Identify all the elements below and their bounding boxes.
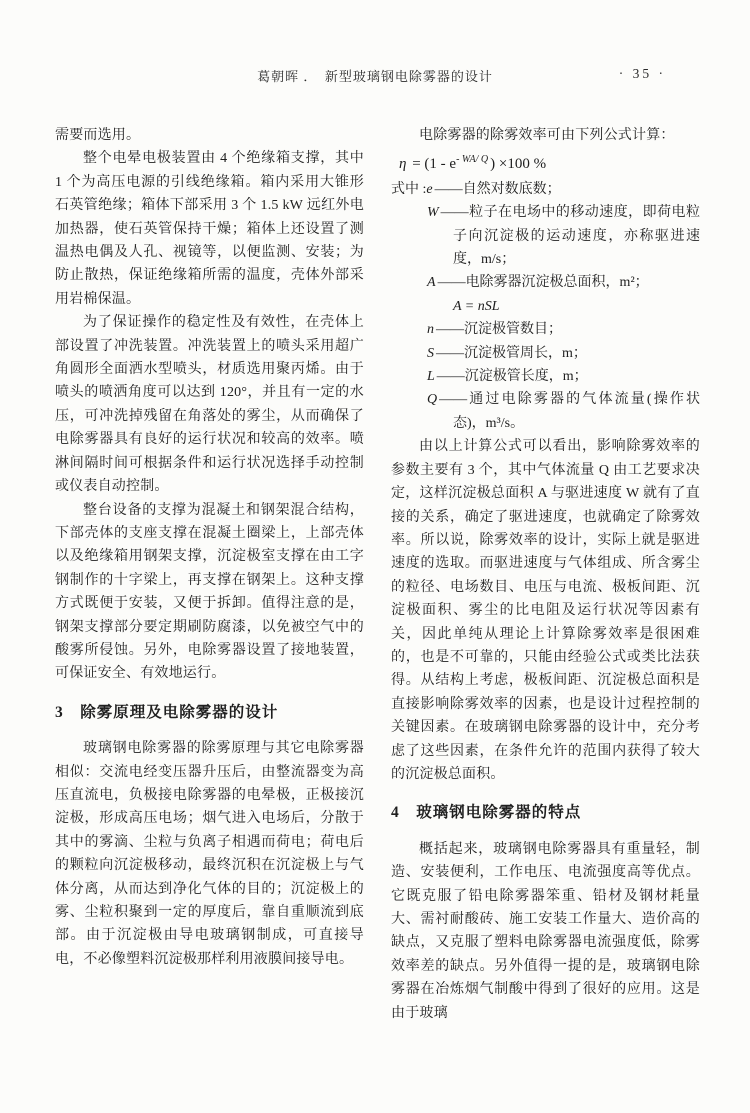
page-header xyxy=(0,66,750,85)
section-3-heading: 3 除雾原理及电除雾器的设计 xyxy=(55,703,279,721)
paragraph-insulation-boxes: 整个电晕电极装置由 4 个绝缘箱支撑，其中 1 个为高压电源的引线绝缘箱。箱内采用大锥形石英管绝缘；箱体下部采用 3 个 1.5 kW 远红外电加热器，使石英管保持干燥；箱体上还设置了测温热电偶及人孔、视镜等，以便监测、安装；为防止散热，保证绝缘箱所需的温度，壳体外部采用岩棉保温。 xyxy=(55,151,364,307)
formula-eta: η xyxy=(399,156,407,173)
definition-l xyxy=(391,365,700,388)
definition-w xyxy=(391,201,700,271)
definition-a-text: ——电除雾器沉淀极总面积，m²； xyxy=(437,275,649,291)
paragraph-efficiency-analysis: 由以上计算公式可以看出，影响除雾效率的参数主要有 3 个，其中气体流量 Q 由工艺要求决定，这样沉淀极总面积 A 与驱进速度 W 就有了直接的关系，确定了驱进速度，也就确定了除雾效率。所以说，除雾效率的设计，实际上就是驱进速度的选取。而驱进速度与气体组成、所含雾尘的粒径、电场数目、电压与电流、极板间距、沉淀极面积、雾尘的比电阻及运行状况等因素有关，因此单纯从理论上计算除雾效率是很困难的，也是不可靠的，只能由经验公式或类比法获得。从结构上考虑，极板间距、沉淀极总面积是直接影响除雾效率的因素，也是设计过程控制的关键因素。在玻璃钢电除雾器的设计中，充分考虑了这些因素，在条件允许的范围内获得了较大的沉淀极总面积。 xyxy=(391,439,700,782)
paragraph-support-structure: 整台设备的支撑为混凝土和钢架混合结构，下部壳体的支座支撑在混凝土圈梁上，上部壳体以及绝缘箱用钢架支撑，沉淀极室支撑在由工字钢制作的十字梁上，再支撑在钢架上。这种支撑方式既便于安装，又便于拆卸。值得注意的是，钢架支撑部分要定期刷防腐漆，以免被空气中的酸雾所侵蚀。另外，电除雾器设置了接地装置，可保证安全、有效地运行。 xyxy=(55,502,364,682)
term-w: W xyxy=(427,205,439,221)
formula-body: = (1 - e xyxy=(408,156,457,173)
efficiency-formula xyxy=(399,148,700,176)
definition-q xyxy=(391,388,700,435)
where-label: 式中 : xyxy=(391,181,427,197)
term-a: A xyxy=(427,275,436,291)
definition-n-text: ——沉淀极管数目； xyxy=(436,322,562,338)
running-head-title: 葛朝晖 ． 新型玻璃钢电除雾器的设计 xyxy=(257,69,493,84)
paragraph-washing-device: 为了保证操作的稳定性及有效性，在壳体上部设置了冲洗装置。冲洗装置上的喷头采用超广角圆形全面洒水型喷头，材质选用聚丙烯。由于喷头的喷洒角度可以达到 120°，并且有一定的水压，可冲洗掉残留在角落处的雾尘，从而确保了电除雾器具有良好的运行状况和较高的效率。喷淋间隔时间可根据条件和运行状况选择手动控制或仪表自动控制。 xyxy=(55,315,364,495)
paragraph-frp-features: 概括起来，玻璃钢电除雾器具有重量轻，制造、安装便利，工作电压、电流强度高等优点。它既克服了铅电除雾器笨重、铅材及钢材耗量大、需衬耐酸砖、施工安装工作量大、造价高的缺点，又克服了塑料电除雾器电流强度低，除雾效率差的缺点。另外值得一提的是，玻璃钢电除雾器在冶炼烟气制酸中得到了很好的应用。这是由于玻璃 xyxy=(391,841,700,1021)
definition-a xyxy=(391,271,700,294)
definition-w-text: ——粒子在电场中的移动速度，即荷电粒子向沉淀极的运动速度，亦称驱进速度，m/s； xyxy=(440,205,700,268)
term-q: Q xyxy=(427,392,438,408)
left-column xyxy=(55,124,364,1025)
definition-e xyxy=(391,178,700,201)
paragraph-demisting-principle: 玻璃钢电除雾器的除雾原理与其它电除雾器相似：交流电经变压器升压后，由整流器变为高压直流电，负极接电除雾器的电晕极，正极接沉淀极，形成高压电场；烟气进入电场后，分散于其中的雾滴、尘粒与负离子相遇而荷电；荷电后的颗粒向沉淀极移动，最终沉积在沉淀极上与气体分离，从而达到净化气体的目的；沉淀极上的雾、尘粒积聚到一定的厚度后，靠自重顺流到底部。由于沉淀极由导电玻璃钢制成，可直接导电，不必像塑料沉淀极那样利用液膜间接导电。 xyxy=(55,741,364,967)
formula-exponent: - WA/ Q xyxy=(456,154,489,166)
term-n: n xyxy=(427,322,434,338)
formula-close: ) ×100 % xyxy=(490,156,547,173)
definition-e-text: ——自然对数底数； xyxy=(434,181,561,197)
sub-equation: A = nSL xyxy=(453,298,500,314)
definition-l-text: ——沉淀极管长度，m； xyxy=(436,369,588,385)
page-number: · 35 · xyxy=(618,66,666,81)
term-e: e xyxy=(426,181,433,197)
definition-n xyxy=(391,318,700,341)
definition-s-text: ——沉淀极管周长，m； xyxy=(436,345,587,361)
definition-s xyxy=(391,342,700,365)
two-column-body xyxy=(55,124,700,1025)
right-column xyxy=(391,124,700,1025)
section-4-heading: 4 玻璃钢电除雾器的特点 xyxy=(391,804,582,822)
definition-q-text: ——通过电除雾器的气体流量(操作状态)，m³/s。 xyxy=(439,392,700,431)
formula-intro: 电除雾器的除雾效率可由下列公式计算： xyxy=(419,128,675,143)
term-s: S xyxy=(427,345,434,361)
paragraph-continuation: 需要而选用。 xyxy=(55,128,141,143)
term-l: L xyxy=(427,369,435,385)
